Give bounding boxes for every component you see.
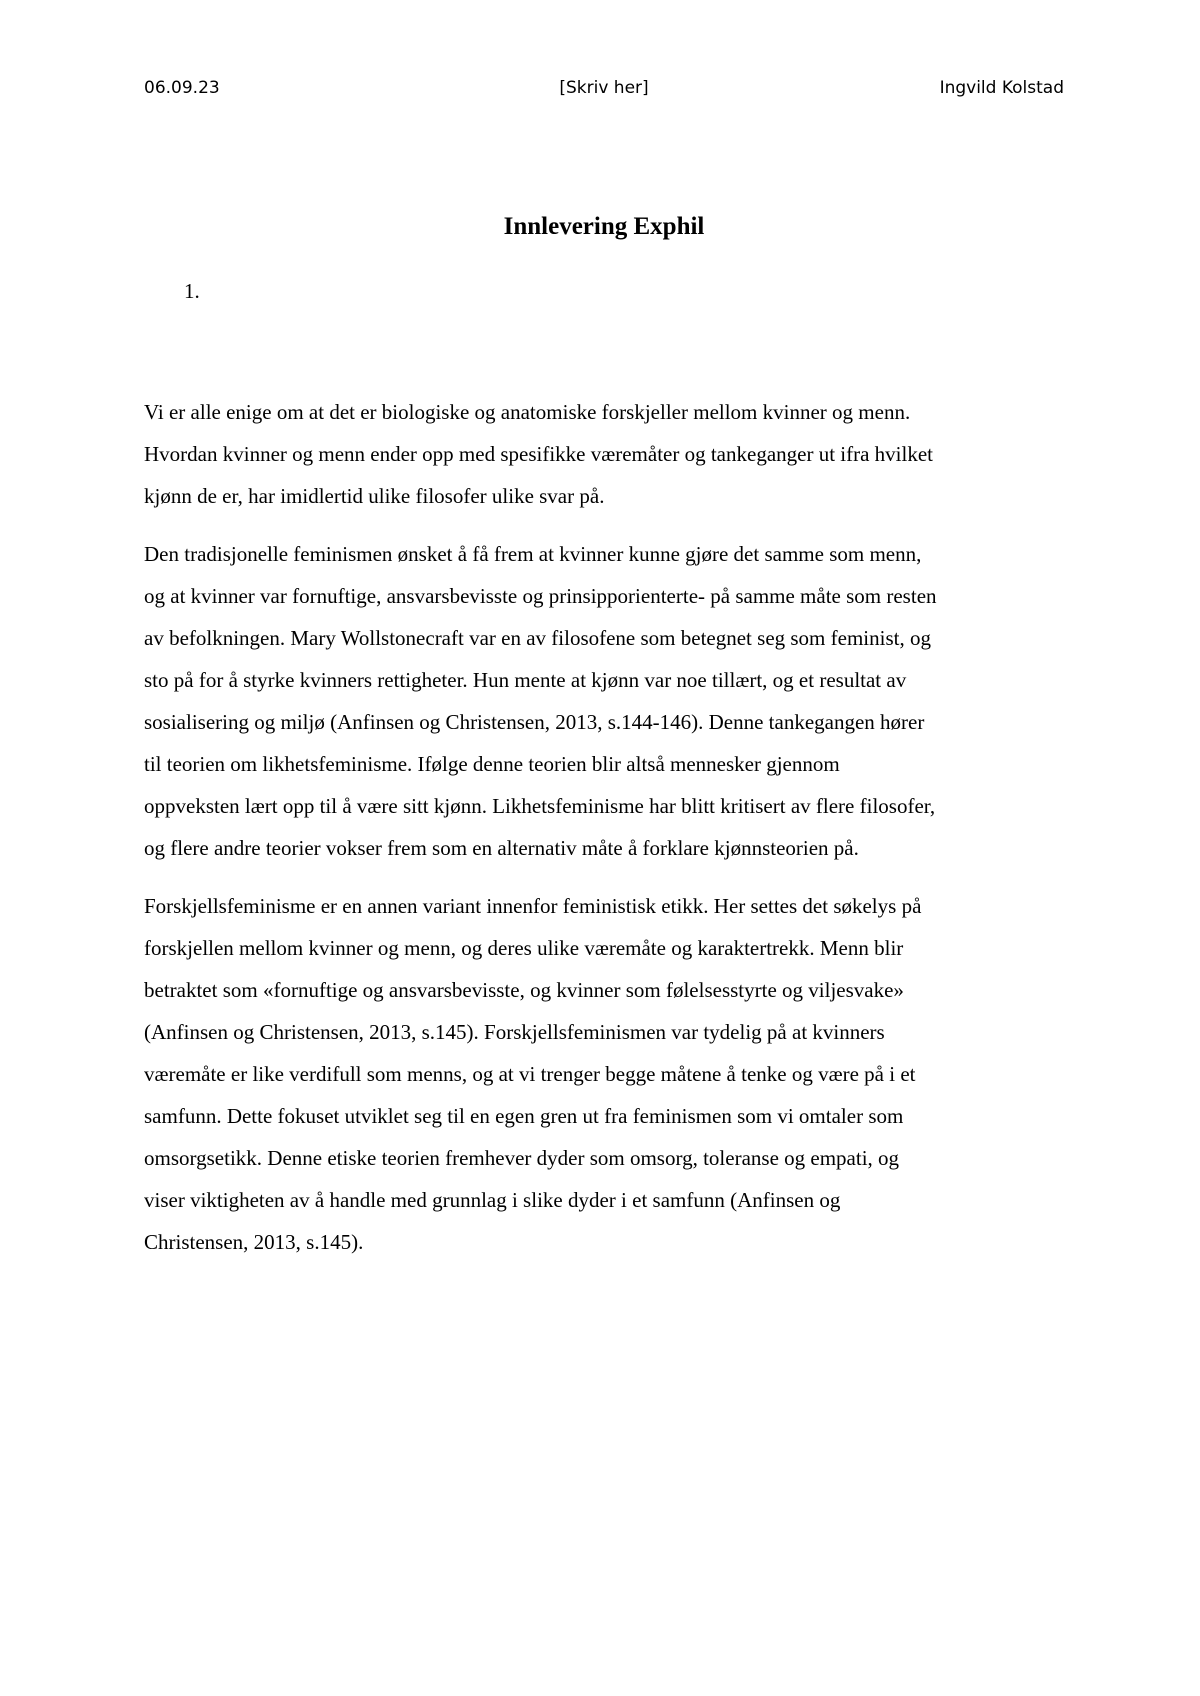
text-line: til teorien om likhetsfeminisme. Ifølge denne teorien blir altså mennesker gjennom bbox=[144, 752, 840, 776]
text-line: Vi er alle enige om at det er biologiske og anatomiske forskjeller mellom kvinner og menn. bbox=[144, 400, 911, 424]
text-line: viser viktigheten av å handle med grunnlag i slike dyder i et samfunn (Anfinsen og bbox=[144, 1188, 841, 1212]
text-line: Den tradisjonelle feminismen ønsket å få frem at kvinner kunne gjøre det samme som menn, bbox=[144, 542, 922, 566]
paragraph bbox=[144, 533, 1064, 869]
text-line: omsorgsetikk. Denne etiske teorien fremhever dyder som omsorg, toleranse og empati, og bbox=[144, 1146, 900, 1170]
text-line: sto på for å styrke kvinners rettigheter. Hun mente at kjønn var noe tillært, og et resultat av bbox=[144, 668, 907, 692]
header-author: Ingvild Kolstad bbox=[939, 78, 1064, 98]
text-line: betraktet som «fornuftige og ansvarsbevisste, og kvinner som følelsesstyrte og viljesvake» bbox=[144, 978, 904, 1002]
text-line: og at kvinner var fornuftige, ansvarsbevisste og prinsipporienterte- på samme måte som resten bbox=[144, 584, 937, 608]
paragraph bbox=[144, 391, 1064, 517]
text-line: (Anfinsen og Christensen, 2013, s.145). Forskjellsfeminismen var tydelig på at kvinners bbox=[144, 1020, 885, 1044]
header-date: 06.09.23 bbox=[144, 78, 220, 98]
page-header bbox=[144, 74, 1064, 102]
text-line: sosialisering og miljø (Anfinsen og Christensen, 2013, s.144-146). Denne tankegangen hører bbox=[144, 710, 925, 734]
paragraph bbox=[144, 885, 1064, 1263]
text-line: oppveksten lært opp til å være sitt kjønn. Likhetsfeminisme har blitt kritisert av flere filosofer, bbox=[144, 794, 936, 818]
text-line: Christensen, 2013, s.145). bbox=[144, 1230, 364, 1254]
text-line: forskjellen mellom kvinner og menn, og deres ulike væremåte og karaktertrekk. Menn blir bbox=[144, 936, 904, 960]
text-line: Forskjellsfeminisme er en annen variant innenfor feministisk etikk. Her settes det søkelys på bbox=[144, 894, 922, 918]
text-line: og flere andre teorier vokser frem som en alternativ måte å forklare kjønnsteorien på. bbox=[144, 836, 859, 860]
document-title: Innlevering Exphil bbox=[503, 213, 705, 240]
body-text bbox=[144, 391, 1064, 1279]
text-line: av befolkningen. Mary Wollstonecraft var en av filosofene som betegnet seg som feminist, og bbox=[144, 626, 931, 650]
header-placeholder: [Skriv her] bbox=[559, 78, 649, 98]
text-line: Hvordan kvinner og menn ender opp med spesifikke væremåter og tankeganger ut ifra hvilket bbox=[144, 442, 934, 466]
text-line: kjønn de er, har imidlertid ulike filosofer ulike svar på. bbox=[144, 484, 605, 508]
text-line: samfunn. Dette fokuset utviklet seg til en egen gren ut fra feminismen som vi omtaler som bbox=[144, 1104, 904, 1128]
list-number: 1. bbox=[184, 279, 200, 303]
text-line: væremåte er like verdifull som menns, og at vi trenger begge måtene å tenke og være på i et bbox=[144, 1062, 916, 1086]
